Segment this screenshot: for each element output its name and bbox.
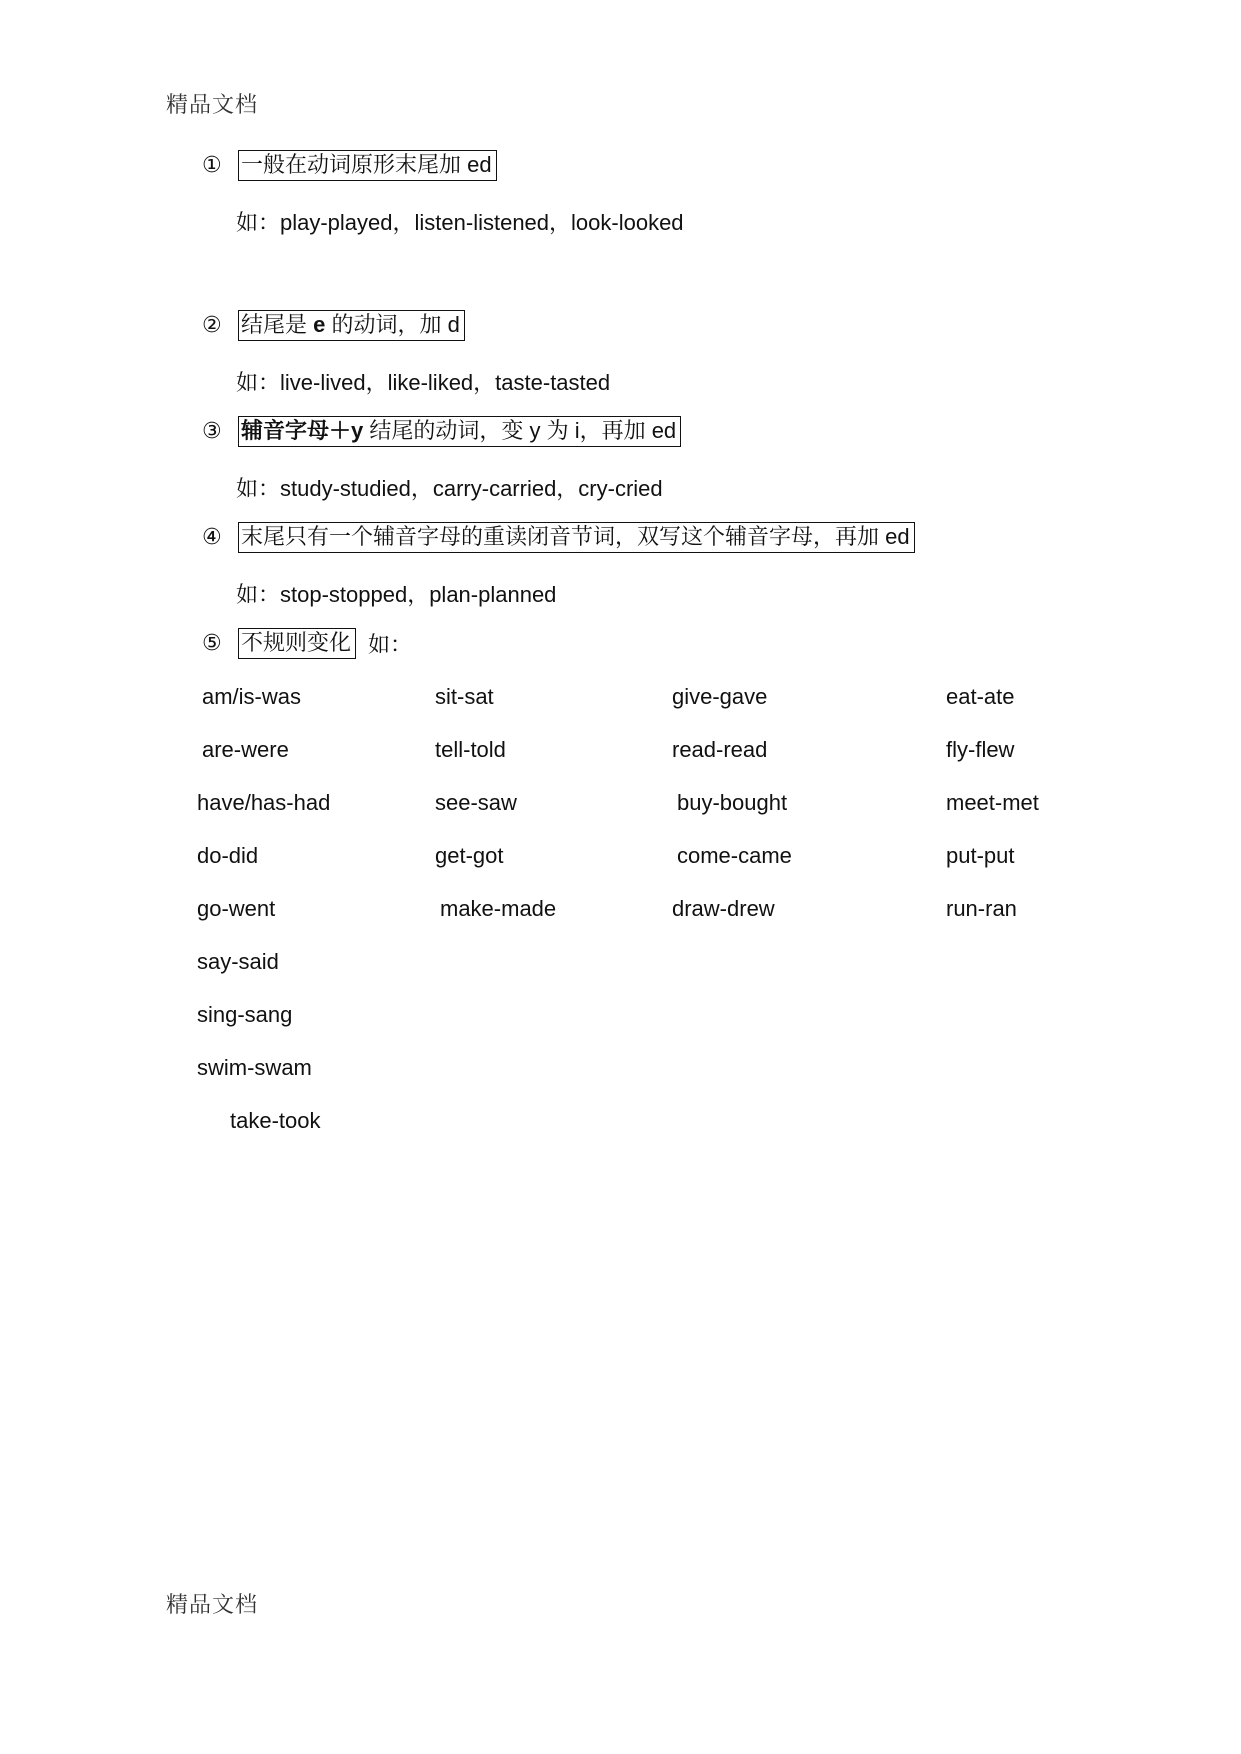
rule-3 — [202, 416, 681, 447]
rule-3-text: 结尾的动词，变 y 为 i，再加 ed — [363, 418, 677, 443]
rule-4-number: ④ — [202, 525, 222, 550]
irregular-verb: swim-swam — [197, 1055, 312, 1080]
rule-5-box — [238, 628, 356, 659]
irregular-verb: take-took — [230, 1108, 321, 1133]
rule-2-number: ② — [202, 313, 222, 338]
rule-5-text: 不规则变化 — [241, 630, 352, 655]
irregular-verb: get-got — [435, 843, 504, 868]
irregular-verb: run-ran — [946, 896, 1017, 921]
irregular-verb: buy-bought — [677, 790, 788, 815]
rule-5-number: ⑤ — [202, 631, 222, 656]
rule-5-suffix: 如： — [368, 632, 413, 657]
rule-3-example: 如：study-studied，carry-carried，cry-cried — [236, 476, 663, 501]
rule-1 — [202, 150, 497, 181]
rule-2-example: 如：live-lived，like-liked，taste-tasted — [236, 370, 611, 395]
irregular-verb: eat-ate — [946, 684, 1015, 709]
irregular-verb: draw-drew — [672, 896, 775, 921]
irregular-verb: sit-sat — [435, 684, 494, 709]
irregular-verb: have/has-had — [197, 790, 331, 815]
irregular-verb: put-put — [946, 843, 1015, 868]
rule-2-box — [238, 310, 465, 341]
running-footer: 精品文档 — [166, 1593, 259, 1618]
rule-4 — [202, 522, 915, 553]
irregular-verb: meet-met — [946, 790, 1039, 815]
irregular-verb: am/is-was — [202, 684, 302, 709]
rule-2-text-strong: e — [313, 312, 326, 337]
irregular-verb: say-said — [197, 949, 279, 974]
rule-5 — [202, 628, 412, 659]
rule-3-number: ③ — [202, 419, 222, 444]
irregular-verb: fly-flew — [946, 737, 1015, 762]
rule-2-text: 的动词，加 d — [325, 312, 460, 337]
rule-1-text: 一般在动词原形末尾加 ed — [241, 152, 492, 177]
rule-4-example: 如：stop-stopped，plan-planned — [236, 582, 557, 607]
irregular-verb: come-came — [677, 843, 792, 868]
rule-1-number: ① — [202, 153, 222, 178]
irregular-verb: tell-told — [435, 737, 506, 762]
irregular-verb: go-went — [197, 896, 276, 921]
rule-3-text-strong: 辅音字母＋y — [241, 418, 364, 443]
irregular-verb: make-made — [440, 896, 557, 921]
running-header: 精品文档 — [166, 93, 259, 118]
rule-2-text-pre: 结尾是 — [241, 312, 314, 337]
irregular-verb: sing-sang — [197, 1002, 293, 1027]
rule-3-box — [238, 416, 681, 447]
rule-4-box — [238, 522, 915, 553]
rule-1-example: 如：play-played，listen-listened，look-looked — [236, 210, 684, 235]
rule-1-box — [238, 150, 497, 181]
rule-4-text: 末尾只有一个辅音字母的重读闭音节词，双写这个辅音字母，再加 ed — [241, 524, 910, 549]
irregular-verb: are-were — [202, 737, 289, 762]
irregular-verb: give-gave — [672, 684, 768, 709]
rule-2 — [202, 310, 465, 341]
irregular-verb: see-saw — [435, 790, 517, 815]
irregular-verb: read-read — [672, 737, 768, 762]
irregular-verb: do-did — [197, 843, 259, 868]
